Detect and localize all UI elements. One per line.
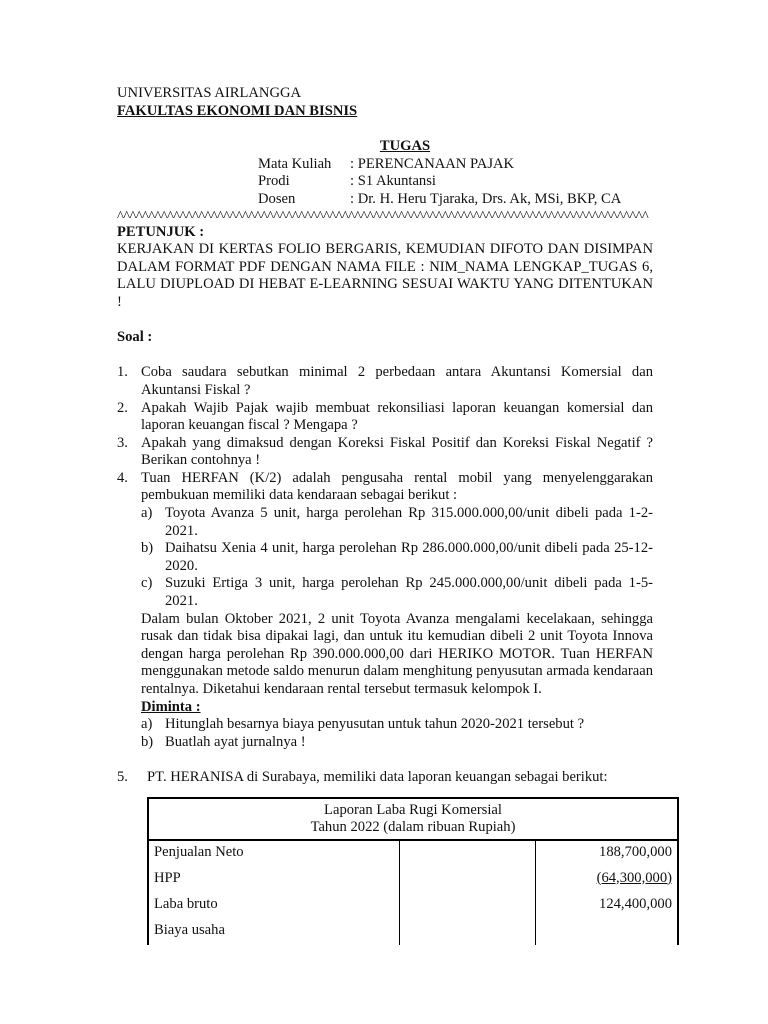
table-title-line2: Tahun 2022 (dalam ribuan Rupiah) [310, 818, 516, 835]
question-text: Tuan HERFAN (K/2) adalah pengusaha rental mobil yang menyelenggarakan pembukuan memiliki data kendaraan sebagai berikut : [141, 469, 653, 504]
meta-key: Mata Kuliah [258, 155, 332, 172]
item-text: Daihatsu Xenia 4 unit, harga perolehan Rp 286.000.000,00/unit dibeli pada 25-12-2020. [165, 540, 653, 574]
row-mid [400, 893, 536, 919]
question-text: PT. HERANISA di Surabaya, memiliki data laporan keuangan sebagai berikut: [147, 768, 608, 785]
caret-separator: ^^^^^^^^^^^^^^^^^^^^^^^^^^^^^^^^^^^^^^^^^^^^^^^^^^^^^^^^^^^^^^^^^^^^^^^^^^^^^^^^^^^^^ [117, 210, 649, 224]
item-letter: c) [141, 575, 153, 592]
diminta-label: Diminta : [141, 698, 201, 715]
ask-item [141, 716, 653, 734]
row-mid [400, 840, 536, 867]
meta-key: Dosen [258, 190, 296, 207]
row-amount: 124,400,000 [536, 893, 679, 919]
university-name: UNIVERSITAS AIRLANGGA [117, 85, 302, 101]
instructions-label: PETUNJUK : [117, 223, 205, 240]
question-list [117, 364, 653, 751]
item-text: Buatlah ayat jurnalnya ! [165, 733, 306, 750]
question-item [117, 400, 653, 435]
row-mid [400, 867, 536, 893]
meta-row-program [258, 173, 653, 191]
item-letter: b) [141, 540, 154, 557]
row-label: Penjualan Neto [148, 840, 400, 867]
document-body [117, 85, 672, 945]
table-row [148, 867, 678, 893]
row-label: Biaya usaha [148, 919, 400, 945]
question-number: 5. [117, 768, 128, 785]
spacer [117, 312, 653, 330]
income-statement-table [147, 797, 679, 945]
question-item-5 [117, 769, 653, 787]
spacer [117, 347, 653, 365]
vehicle-item [141, 575, 653, 610]
spacer [117, 751, 653, 769]
question-number: 2. [117, 399, 128, 416]
meta-value: : Dr. H. Heru Tjaraka, Drs. Ak, MSi, BKP, CA [350, 190, 622, 207]
item-letter: a) [141, 716, 153, 733]
question-item [117, 470, 653, 752]
vehicle-item [141, 505, 653, 540]
row-amount-cell [536, 867, 679, 893]
row-label: Laba bruto [148, 893, 400, 919]
item-text: Toyota Avanza 5 unit, harga perolehan Rp 315.000.000,00/unit dibeli pada 1-2-2021. [165, 505, 653, 539]
item-letter: b) [141, 733, 154, 750]
table-row [148, 919, 678, 945]
course-meta [258, 156, 653, 209]
question-text: Coba saudara sebutkan minimal 2 perbedaan antara Akuntansi Komersial dan Akuntansi Fiskal ? [141, 364, 653, 398]
question-item [117, 364, 653, 399]
soal-label: Soal : [117, 329, 153, 346]
item-text: Hitunglah besarnya biaya penyusutan untuk tahun 2020-2021 tersebut ? [165, 716, 585, 733]
instructions-text: KERJAKAN DI KERTAS FOLIO BERGARIS, KEMUDIAN DIFOTO DAN DISIMPAN DALAM FORMAT PDF DENGAN NAMA FILE : NIM_NAMA LENGKAP_TUGAS 6, LALU DIUPLOAD DI HEBAT E-LEARNING SESUAI WAKTU YANG DITENTUKAN ! [117, 241, 653, 310]
row-mid [400, 919, 536, 945]
meta-row-course [258, 156, 653, 174]
question-number: 4. [117, 469, 128, 486]
question-number: 1. [117, 364, 128, 381]
question-text: Apakah yang dimaksud dengan Koreksi Fiskal Positif dan Koreksi Fiskal Negatif ? Berikan contohnya ! [141, 434, 653, 469]
row-amount: 188,700,000 [536, 840, 679, 867]
question-body [141, 470, 653, 752]
meta-value: : S1 Akuntansi [350, 173, 436, 190]
vehicle-item [141, 540, 653, 575]
row-amount [536, 919, 679, 945]
item-letter: a) [141, 505, 153, 522]
row-amount: (64,300,000) [596, 869, 672, 886]
ask-item [141, 734, 653, 752]
table-title-line1: Laporan Laba Rugi Komersial [324, 801, 502, 818]
case-paragraph: Dalam bulan Oktober 2021, 2 unit Toyota Avanza mengalami kecelakaan, sehingga rusak dan tidak bisa dipakai lagi, dan untuk itu kemudian dibeli 2 unit Toyota Innova dengan harga perolehan Rp 390.000.000,00 dari HERIKO MOTOR. Tuan HERFAN menggunakan metode saldo menurun dalam menghitung penyusutan armada kendaraan rentalnya. Diketahui kendaraan rental tersebut termasuk kelompok I. [141, 610, 653, 697]
question-item [117, 435, 653, 470]
meta-row-lecturer [258, 191, 653, 209]
assignment-title: TUGAS [379, 138, 431, 155]
meta-value: : PERENCANAAN PAJAK [350, 155, 515, 172]
table-row [148, 893, 678, 919]
faculty-name: FAKULTAS EKONOMI DAN BISNIS [117, 102, 358, 119]
table-row [148, 840, 678, 867]
item-text: Suzuki Ertiga 3 unit, harga perolehan Rp 245.000.000,00/unit dibeli pada 1-5-2021. [165, 575, 653, 610]
table-title [148, 798, 678, 840]
table-header-row [148, 798, 678, 840]
meta-key: Prodi [258, 173, 290, 190]
question-number: 3. [117, 434, 128, 451]
question-text: Apakah Wajib Pajak wajib membuat rekonsiliasi laporan keuangan komersial dan laporan keuangan fiscal ? Mengapa ? [141, 399, 653, 434]
row-label: HPP [148, 867, 400, 893]
